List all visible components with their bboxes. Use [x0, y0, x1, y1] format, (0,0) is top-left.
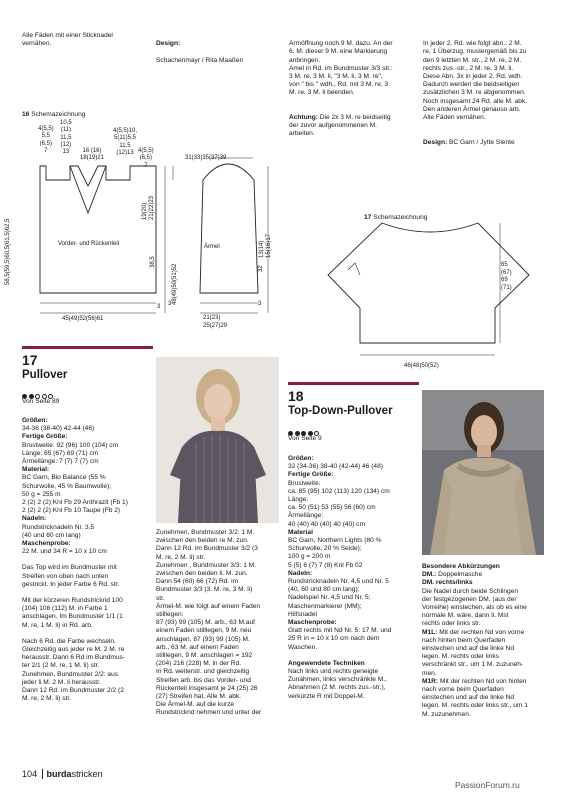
schema16-body-label: Vorder- und Rückenteil	[58, 241, 120, 247]
pattern17-body-right: Zunehmen, Bundmuster 3/2: 1 M. zwischen den beiden re M. zun. Dann 12 Rd. im Bundmuster 3/2 (3 M. re, 2 M. li) str. Zunehmen , Bundmuster 3/3: 1 M. zwischen den beiden li. M. zun. Dann 54 (60) 66 (72) Rd. im Bundmuster 3/3 (3. M. re, 3 M. li) str. Ärmel-M. wie folgt auf einem Faden stilllegen: 87 (93) 99 (105) M. arb., 63 M.auf einem Faden stilllegen, 9 M. neu anschlagen, 87 (93) 99 (105) M. arb., 63 M. auf einem Faden stilllegen, 9 M. anschlagen = 192 (204) 216 (228) M. in der Rd. In Rd. weiterstr. und gleichzeitig Streifen arb. bis das Vorder- und Rückenteil insgesamt je 24 (25) 26 (27) Streifen hat. Alle M. abk. Die Ärmel-M. auf die kurze Rundstricknd nehmen und unter der	[156, 529, 262, 717]
text-block	[422, 588, 548, 629]
body-text: Das Top wird im Bundmuster mit Streifen von oben nach unten gestrickt. In jeder Farbe 6 Rd. str.	[22, 564, 120, 588]
text-block	[22, 417, 154, 425]
body-text: Rundstricknadeln Nr. 3,5 (40 und 60 cm lang)	[22, 523, 95, 539]
body-text: Doppelmasche	[436, 571, 483, 579]
bold-label: DM. rechts/links	[422, 579, 473, 587]
body-text: Nach links und rechts geneigte Zunahmen, links verschränkte M., Abnahmen (2 M. rechts zus.-str.), verkürzte R mit Doppel-M.	[288, 668, 387, 700]
col4-text: In jeder 2. Rd. wie folgt abn.: 2 M. re, 1 Überzug, mustergemäß bis zu den 9 letzten M. str., 2 M. re, 2 M. rechts zus.-str., 2 M. re, 3 M. li. Diese Abn. 3x in jeder 2. Rd. wdh. Dadurch werden die beidseitigen zusätzlichen 3 M. re abgenommen. Noch insgesamt 24 Rd. alle M. abk. Den anderen Ärmel genauso arb. Alle Fäden vernähen.	[423, 40, 528, 122]
text-block	[422, 678, 548, 719]
body-text: Rundstricknadeln Nr. 4,5 und Nr. 5 (40, 60 und 80 cm lang); Nadelspiel Nr. 4,5 und Nr. 5; Maschenmarkierer (MM); Hilfsnadel	[288, 578, 389, 618]
pattern18-body-left	[288, 455, 418, 701]
schema16-left-shoulder: 4(5,5) 5,5 (6,5) 7	[38, 126, 54, 154]
schema16-center-neck: 16 (16) 18(19)21	[80, 148, 105, 162]
text-block	[22, 442, 154, 467]
schema16-sleeve-top: 31(33)35(37)39	[185, 155, 227, 161]
sleeve-outline	[200, 164, 258, 293]
schema16-body-height: 58,5(59,5)60,5(61,5)62,5	[5, 218, 11, 285]
bold-label: Maschenprobe:	[288, 619, 337, 627]
text-block	[288, 660, 418, 668]
bold-label: Material:	[22, 466, 50, 474]
body-text: 22 M. und 34 R = 10 x 10 cm	[22, 548, 107, 556]
schema16-heading	[22, 103, 85, 119]
spacer	[288, 652, 418, 660]
bold-label: Größen:	[22, 417, 48, 424]
instructions-col4	[423, 32, 553, 147]
brand-bold: burda	[46, 769, 72, 779]
text-block	[288, 578, 418, 619]
body-text: Mit der kürzeren Rundstricknd 100 (104) 108 (112) M. in Farbe 1 anschlagen. Im Bundmuster 1/1 (1 M. re, 1 M. li) in Rd. arb.	[22, 597, 123, 629]
bold-label: Nadeln:	[22, 515, 47, 523]
schema16-label: Schemazeichnung	[31, 111, 86, 119]
schema17-height: 65 (67) 69 (71)	[501, 262, 512, 291]
text-block	[22, 466, 154, 474]
bold-label: M1L:	[422, 628, 438, 636]
schema16-num: 16	[22, 111, 30, 119]
text-block	[288, 480, 418, 529]
text-block	[288, 619, 418, 627]
text-block	[288, 668, 418, 701]
bold-label: Maschenprobe:	[22, 540, 71, 548]
text-block	[22, 638, 154, 704]
text-block	[288, 627, 418, 652]
body-outline	[40, 166, 156, 293]
schema16-sleeve-side-top: 13(14) 15(16)17	[259, 233, 272, 258]
design-label-18: Design:	[423, 138, 448, 146]
body-text: Nach 6 Rd. die Farbe wechseln. Gleichzeitig aus jeder re M. 2 M. re herausstr. Dann 6 Rd im Bundmus- ter 2/1 (2 M. re, 1 M. li) str. Zunehmen, Bundmuster 2/2: aus jeder li M. 2 M. li herausstr. Dann 12 Rd. im Bundmuster 2/2 (2 M. re, 2 M. li) str.	[22, 637, 125, 703]
col3-text: Armöffnung noch 9 M. dazu. An der 6. M. dieser 9 M. eine Markierung anbringen. Amel in Rd. im Bundmuster 3/3 str.: 3 M. re, 3 M. li, "3 M. li, 3 M. re", von " bis " wdh., Rd. mit 3 M. re, 3 M. re, 3 M. li beenden.	[289, 40, 393, 97]
pattern17-title: Pullover	[22, 369, 68, 381]
schema16-cuff-width: 21(23) 25(27)29	[203, 315, 228, 329]
text-block	[422, 629, 548, 678]
pattern17-photo	[156, 357, 279, 523]
body-text: Mit der rechten Nd von vorne nach hinten beim Querfaden einstechen und auf die linke Nd legen. M. rechts oder links verschränkt str., um 1 M. zuzuneh- men.	[422, 628, 525, 677]
bold-label: Material	[288, 528, 313, 536]
bold-label: Besondere Abkürzungen	[422, 563, 500, 570]
text-block	[22, 564, 154, 589]
text-block	[22, 540, 154, 548]
brand-light: stricken	[71, 769, 103, 779]
instructions-col3	[289, 32, 417, 139]
spacer	[22, 589, 154, 597]
text-block	[288, 529, 418, 537]
pattern18-title: Top-Down-Pullover	[288, 405, 393, 417]
body-text: BC Garn, Northern Lights (80 % Schurwolle, 20 % Seide); 100 g = 200 m 5 (5) 6 (7) 7 (8) Knl Fb 02	[288, 537, 382, 569]
bold-label: Größen:	[288, 455, 314, 462]
text-block	[22, 425, 154, 433]
schema16-sleeve-label: Ärmel	[204, 244, 220, 250]
note-text: Die 2x 3 M. re beidseitig der zuvor aufgenommenen M. arbeiten.	[289, 114, 391, 138]
bold-label: Fertige Größe:	[288, 471, 334, 479]
tshirt-outline	[328, 223, 529, 343]
schema17-drawing	[300, 215, 545, 375]
bold-label: Fertige Größe:	[22, 433, 68, 441]
schema16-vert-top: 19(20) 21(22)23	[142, 195, 155, 220]
body-text: Brustweite: ca. 85 (95) 102 (113) 120 (134) cm Länge: ca. 50 (51) 53 (55) 56 (60) cm Ärmellänge: 40 (40) 40 (40) 40 (40) cm	[288, 479, 390, 528]
body-text: 32 (34-36) 38-40 (42-44) 46 (48)	[288, 463, 383, 471]
design-credit-16	[156, 32, 266, 65]
page-footer	[22, 769, 103, 779]
pattern18-abbreviations	[422, 563, 548, 719]
bold-label: DM.:	[422, 571, 437, 579]
v-neck-line	[70, 166, 106, 213]
body-text: Brustweite: 92 (96) 100 (104) cm Länge: 65 (67) 69 (71) cm Ärmellänge: 7 (7) 7 (7) cm	[22, 441, 119, 466]
text-block	[22, 433, 154, 441]
text-block	[288, 471, 418, 479]
schema17-num: 17	[364, 214, 372, 222]
pattern17-number: 17	[22, 352, 38, 368]
bold-label: Angewendete Techniken	[288, 659, 365, 667]
body-text: Mit der rechten Nd von hinten nach vorne beim Querfaden einstechen und auf die linke Nd legen. M. rechts oder links str., um 1 M. zuzunehmen.	[422, 677, 528, 718]
section17-bar	[22, 346, 153, 349]
schema16-left-neck: 10,5 (11) 11,5 (12) 13	[60, 120, 72, 156]
pattern17-body-left	[22, 417, 154, 704]
bold-label: M1R:	[422, 677, 439, 685]
watermark: PassionForum.ru	[455, 780, 520, 790]
spacer	[22, 630, 154, 638]
schema16-bottom-3b: 3	[258, 301, 262, 307]
schema16-sleeve-32: 32	[258, 265, 264, 272]
pattern18-photo	[422, 390, 544, 555]
schema16-bottom-width: 45(49)52(56)61	[62, 316, 104, 322]
body-text: BC Garn, Bio Balance (55 % Schurwolle, 45 % Baumwolle); 50 g = 255 m 2 (2) 2 (2) Knl Fb 29 Anthrazit (Fb 1) 2 (2) 2 (2) Knl Fb 10 Taupe (Fb 2)	[22, 474, 128, 515]
text-block	[22, 524, 154, 540]
text-block	[288, 455, 418, 463]
text-block	[422, 579, 548, 587]
text-block	[288, 537, 418, 570]
text-block	[422, 563, 548, 571]
bold-label: Nadeln:	[288, 569, 313, 577]
note-label: Achtung:	[289, 114, 318, 122]
design-value: Schachenmayr / Rita Maaßen	[156, 56, 244, 64]
text-block	[22, 597, 154, 630]
text-block	[422, 571, 548, 579]
pattern17-source: Von Seite 89	[22, 398, 60, 405]
schema17-width: 46(48)50(52)	[404, 363, 439, 369]
body-text: 34-36 (38-40) 42-44 (46)	[22, 425, 95, 433]
text-block	[22, 474, 154, 515]
body-text: Glatt rechts mit Nd Nr. 5: 17 M. und 25 R in = 10 x 10 cm nach dem Waschen.	[288, 627, 392, 651]
body-text: Die Nadel durch beide Schlingen der festgezogenen DM. (aus der Vorreihe) einstechen, als ob es eine normale M. wäre, dann li. Mst rechts oder links str.	[422, 587, 527, 628]
schema16-bottom-3c: 3	[168, 301, 172, 307]
text-block	[22, 515, 154, 523]
text-block	[288, 570, 418, 578]
schema16-bottom-3a: 3	[157, 304, 161, 310]
design-label: Design:	[156, 40, 181, 48]
spacer	[22, 556, 154, 564]
pattern18-number: 18	[288, 388, 304, 404]
schema16-side-height: 38,5	[150, 256, 156, 268]
section18-bar	[288, 382, 419, 385]
text-block	[288, 463, 418, 471]
page-number: 104	[22, 769, 38, 779]
schema16-sleeve-height: 48(49)50(51)52	[172, 263, 178, 305]
design-value-18: BC Garn / Jytte Slente	[449, 138, 515, 146]
schema16-right-shoulder: 4(5,5) (6,5) 7	[138, 148, 154, 169]
schema16-right-neck: 4(5,5)10, 5(11)5,5 11,5 (12)13	[113, 128, 138, 156]
text-block	[22, 548, 154, 556]
schema17-label: Schemazeichnung	[373, 214, 428, 222]
pattern18-source: Von Seite 9	[288, 435, 322, 442]
intro-text: Alle Fäden mit einer Sticknadel vernähen.	[22, 32, 113, 48]
